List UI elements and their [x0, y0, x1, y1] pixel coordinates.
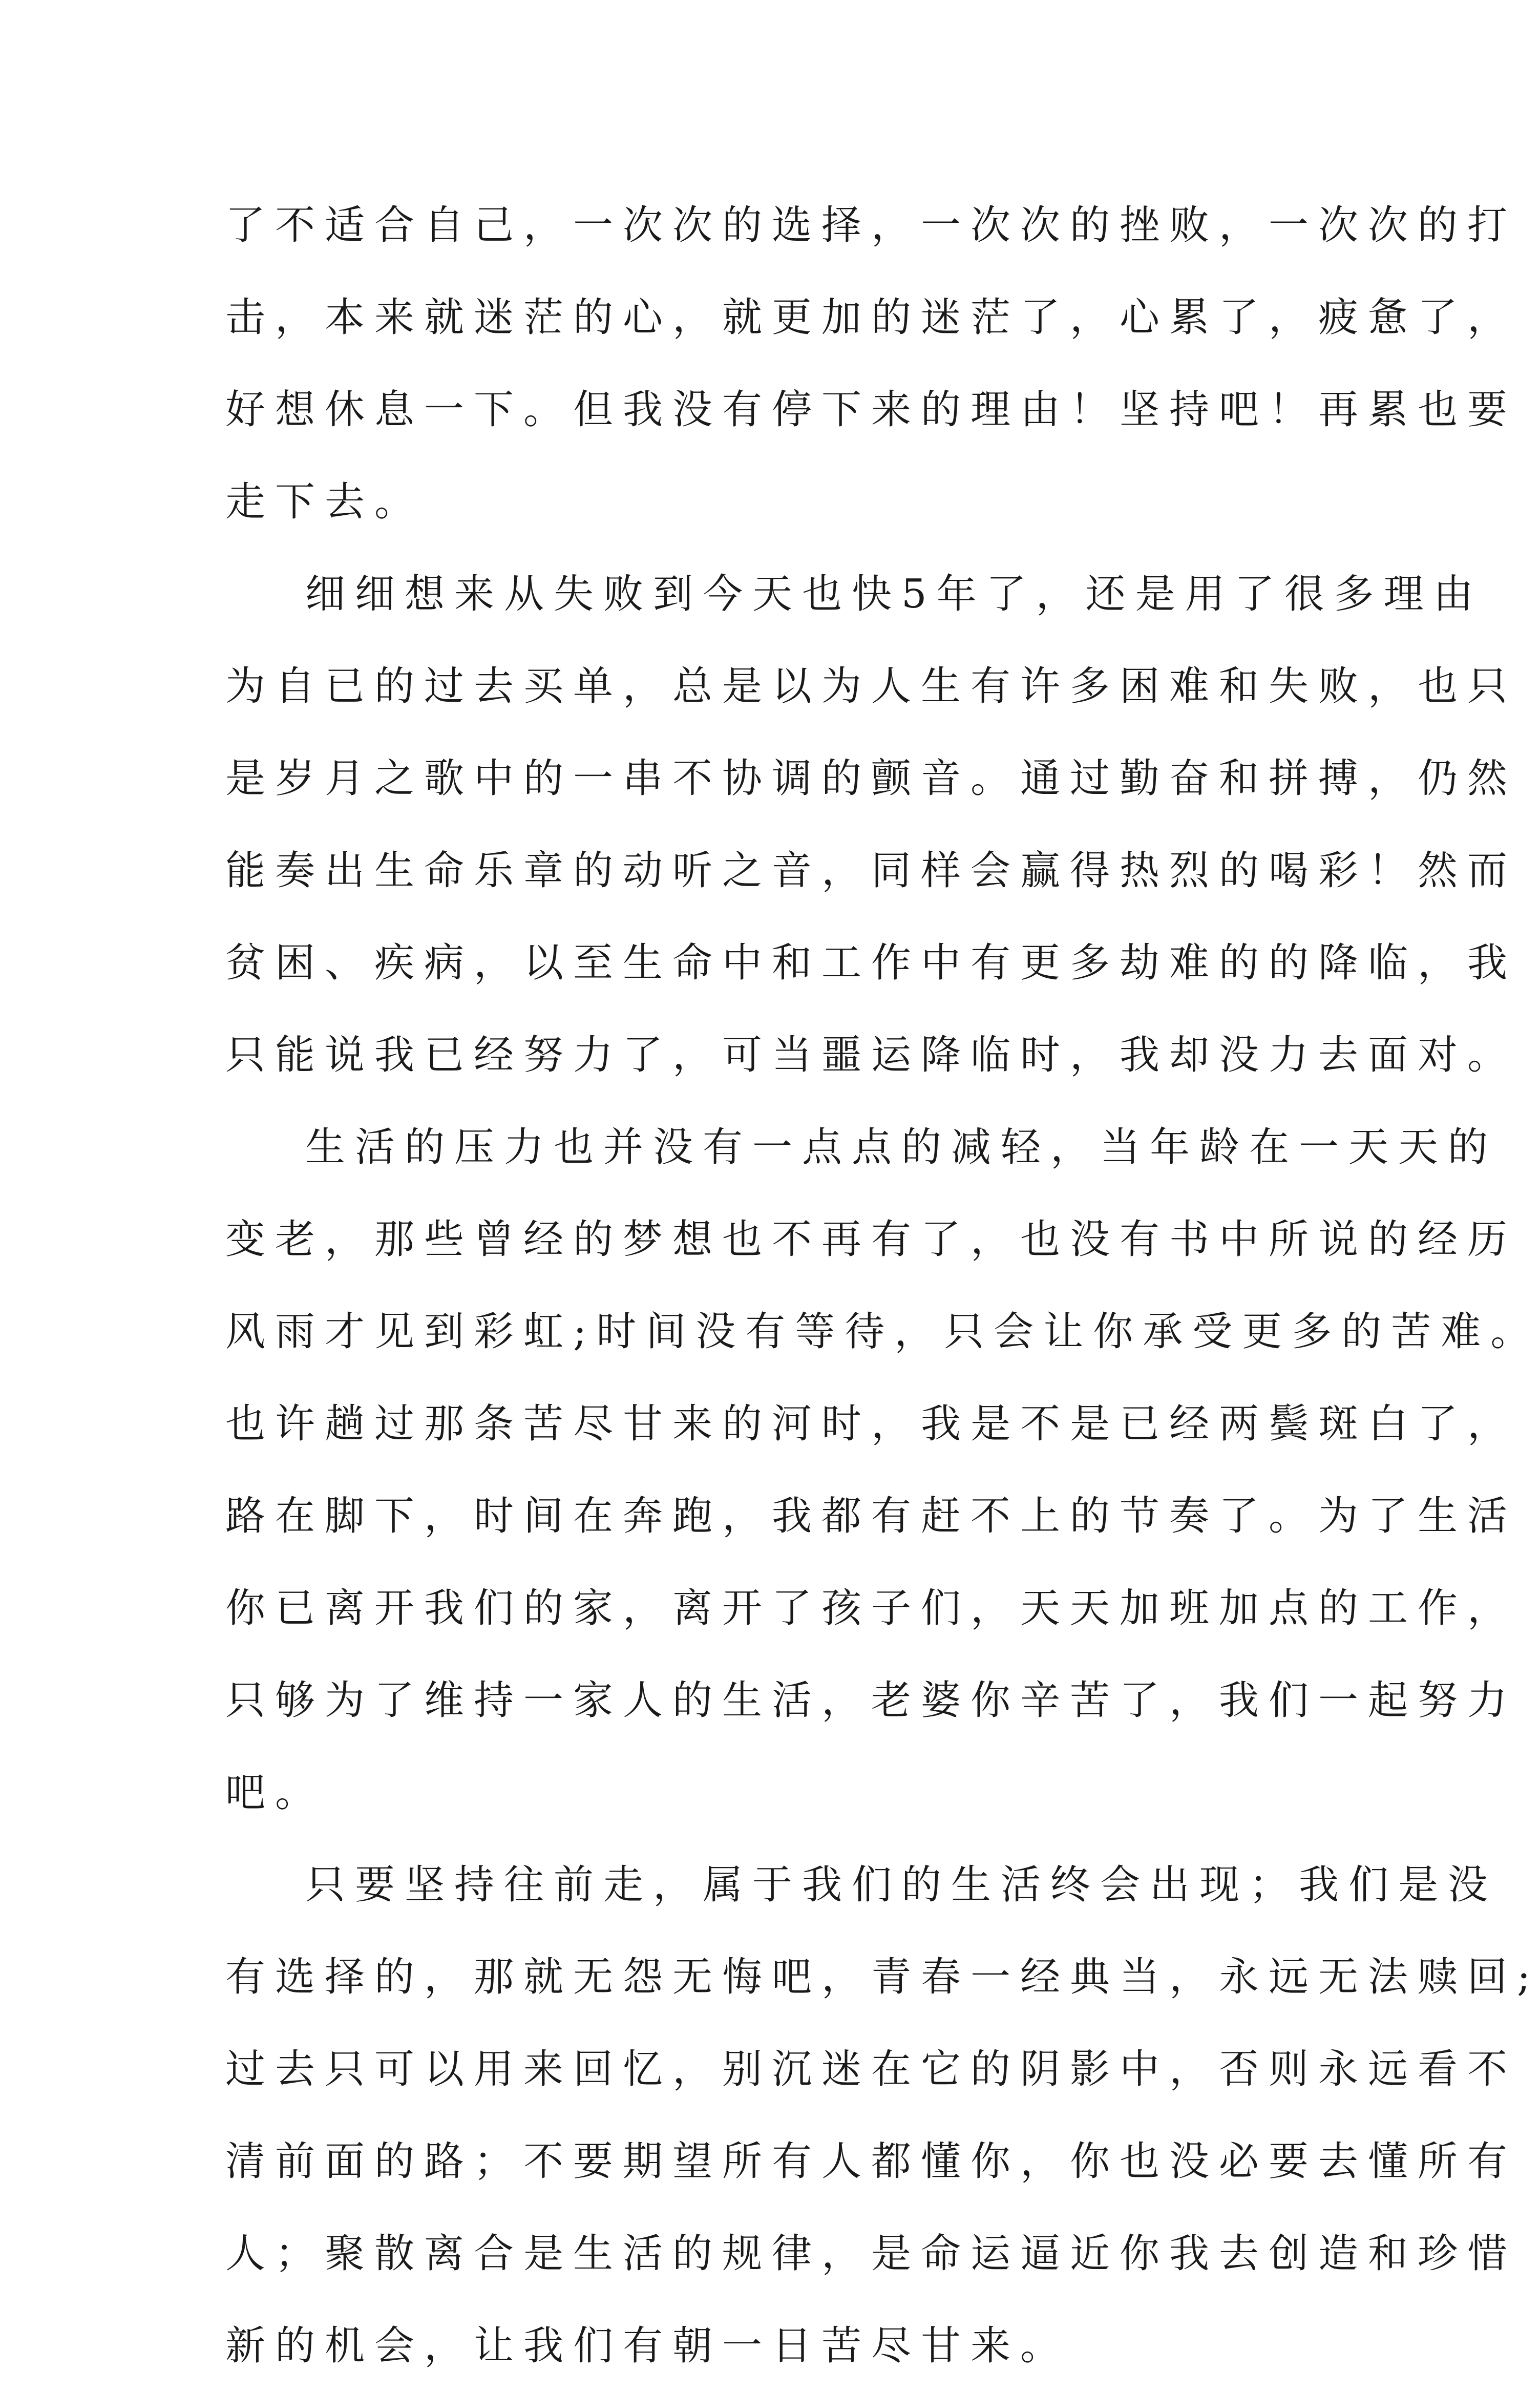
text-line: 为自已的过去买单，总是以为人生有许多困难和失败，也只 — [225, 663, 1517, 709]
paragraph — [225, 1101, 1540, 1839]
text-line: 只能说我已经努力了，可当噩运降临时，我却没力去面对。 — [225, 1032, 1517, 1078]
text-line: 有选择的，那就无怨无悔吧，青春一经典当，永远无法赎回; — [225, 1954, 1540, 2000]
text-line: 清前面的路；不要期望所有人都懂你，你也没必要去懂所有 — [225, 2138, 1517, 2185]
text-line: 你已离开我们的家，离开了孩子们，天天加班加点的工作， — [225, 1585, 1517, 1631]
text-line: 能奏出生命乐章的动听之音，同样会赢得热烈的喝彩！然而 — [225, 848, 1517, 894]
body-text — [225, 179, 1540, 2392]
text-line: 走下去。 — [225, 479, 425, 525]
paragraph — [225, 548, 1517, 1101]
text-line: 细细想来从失败到今天也快5年了，还是用了很多理由 — [305, 571, 1483, 617]
text-line: 变老，那些曾经的梦想也不再有了，也没有书中所说的经历 — [225, 1216, 1517, 1263]
text-line: 是岁月之歌中的一串不协调的颤音。通过勤奋和拼搏，仍然 — [225, 756, 1517, 802]
text-line: 只要坚持往前走，属于我们的生活终会出现；我们是没 — [305, 1862, 1498, 1908]
text-line: 人；聚散离合是生活的规律，是命运逼近你我去创造和珍惜 — [225, 2231, 1517, 2277]
paragraph — [225, 179, 1517, 548]
text-line: 了不适合自己，一次次的选择，一次次的挫败，一次次的打 — [225, 202, 1517, 248]
text-line: 过去只可以用来回忆，别沉迷在它的阴影中，否则永远看不 — [225, 2046, 1517, 2092]
text-line: 也许趟过那条苦尽甘来的河时，我是不是已经两鬓斑白了， — [225, 1401, 1517, 1447]
text-line: 新的机会，让我们有朝一日苦尽甘来。 — [225, 2323, 1070, 2369]
text-line: 击，本来就迷茫的心，就更加的迷茫了，心累了，疲惫了， — [225, 295, 1517, 341]
text-line: 风雨才见到彩虹;时间没有等待，只会让你承受更多的苦难。 — [225, 1309, 1540, 1355]
text-line: 吧。 — [225, 1770, 325, 1816]
text-line: 好想休息一下。但我没有停下来的理由！坚持吧！再累也要 — [225, 387, 1517, 433]
text-line: 路在脚下，时间在奔跑，我都有赶不上的节奏了。为了生活 — [225, 1493, 1517, 1539]
paragraph — [225, 1839, 1540, 2392]
text-line: 贫困、疾病，以至生命中和工作中有更多劫难的的降临，我 — [225, 940, 1517, 986]
text-line: 生活的压力也并没有一点点的减轻，当年龄在一天天的 — [305, 1124, 1498, 1170]
text-line: 只够为了维持一家人的生活，老婆你辛苦了，我们一起努力 — [225, 1677, 1517, 1724]
